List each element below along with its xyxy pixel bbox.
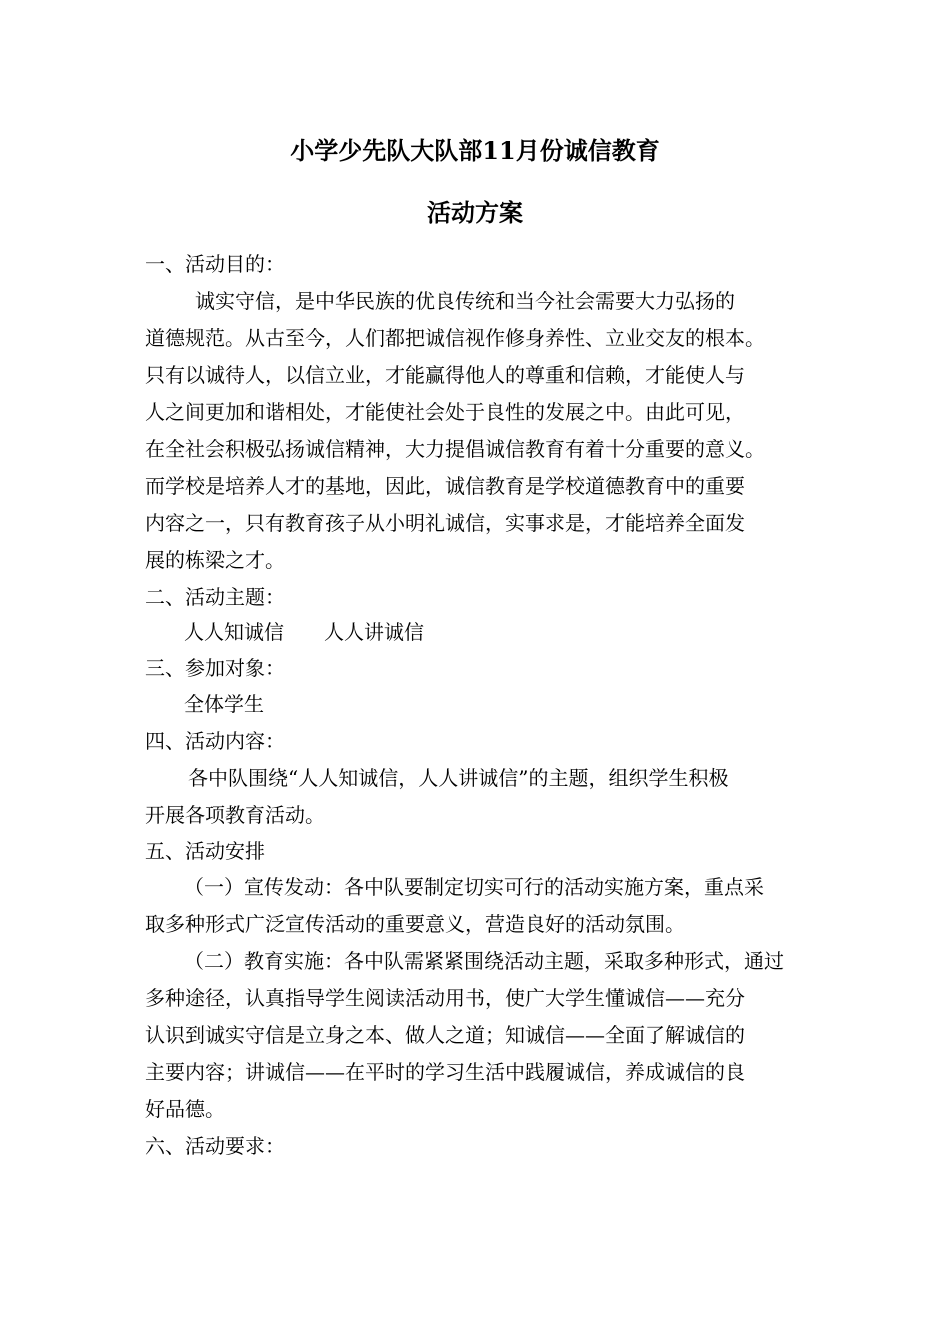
section-heading-content: 四、活动内容：	[145, 729, 285, 753]
paragraph-line: 展的栋梁之才。	[145, 548, 285, 572]
paragraph-line: 人之间更加和谐相处，才能使社会处于良性的发展之中。由此可见，	[145, 400, 745, 424]
participants-text: 全体学生	[184, 692, 264, 716]
paragraph-line: 诚实守信，是中华民族的优良传统和当今社会需要大力弘扬的	[195, 289, 735, 313]
paragraph-line: （一）宣传发动：各中队要制定切实可行的活动实施方案，重点采	[184, 875, 764, 899]
paragraph-line: 内容之一，只有教育孩子从小明礼诚信，实事求是，才能培养全面发	[145, 511, 745, 535]
paragraph-line: 而学校是培养人才的基地，因此，诚信教育是学校道德教育中的重要	[145, 474, 745, 498]
paragraph-line: 道德规范。从古至今，人们都把诚信视作修身养性、立业交友的根本。	[145, 326, 765, 350]
section-heading-theme: 二、活动主题：	[145, 585, 285, 609]
theme-text: 人人知诚信 人人讲诚信	[184, 620, 424, 644]
paragraph-line: 多种途径，认真指导学生阅读活动用书，使广大学生懂诚信——充分	[145, 986, 745, 1010]
paragraph-line: 认识到诚实守信是立身之本、做人之道；知诚信——全面了解诚信的	[145, 1023, 745, 1047]
section-heading-purpose: 一、活动目的：	[145, 252, 285, 276]
paragraph-line: 只有以诚待人，以信立业，才能赢得他人的尊重和信赖，才能使人与	[145, 363, 745, 387]
section-heading-participants: 三、参加对象：	[145, 656, 285, 680]
section-heading-requirements: 六、活动要求：	[145, 1134, 285, 1158]
section-heading-arrangement: 五、活动安排	[145, 839, 265, 863]
document-title-line-1: 小学少先队大队部11月份诚信教育	[290, 136, 660, 165]
paragraph-line: 各中队围绕“人人知诚信，人人讲诚信”的主题，组织学生积极	[188, 766, 729, 790]
paragraph-line: （二）教育实施：各中队需紧紧围绕活动主题，采取多种形式，通过	[184, 949, 784, 973]
paragraph-line: 取多种形式广泛宣传活动的重要意义，营造良好的活动氛围。	[145, 912, 685, 936]
paragraph-line: 好品德。	[145, 1097, 225, 1121]
paragraph-line: 在全社会积极弘扬诚信精神，大力提倡诚信教育有着十分重要的意义。	[145, 437, 765, 461]
document-title-line-2: 活动方案	[427, 198, 523, 227]
paragraph-line: 开展各项教育活动。	[145, 803, 325, 827]
paragraph-line: 主要内容；讲诚信——在平时的学习生活中践履诚信，养成诚信的良	[145, 1060, 745, 1084]
